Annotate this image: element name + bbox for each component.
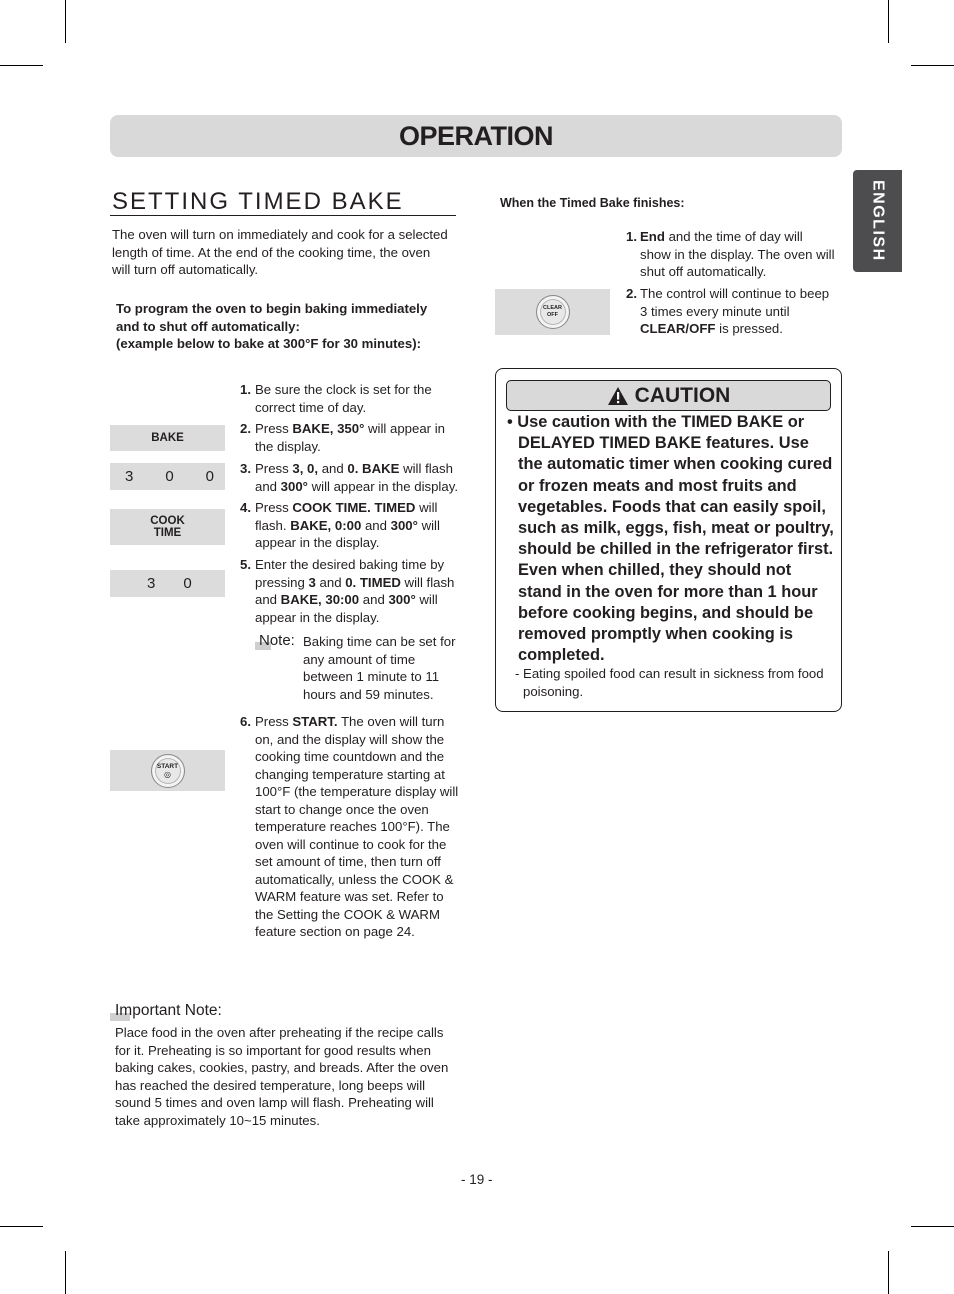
step-number: 5. [240,557,251,572]
finish-step-1 [626,228,836,281]
program-heading-line: To program the oven to begin baking immediately [116,301,428,316]
language-tab [853,170,902,272]
cook-time-label-line: TIME [153,527,182,539]
start-key-panel [110,750,225,791]
step-number: 1. [240,382,251,397]
step-text [640,285,836,338]
step-4 [240,499,464,552]
program-heading-line: and to shut off automatically: [116,318,300,334]
step-text-part: 300° [280,478,308,494]
clear-off-label-line: CLEAR [543,305,562,311]
step-text-part: 300° [388,592,416,607]
page-header [110,115,842,157]
step-text-part: BAKE, 30:00 [280,592,360,607]
step-text-part: is pressed. [715,321,783,336]
display-digit: 0 [165,468,174,485]
step-text-part: 300° [390,517,418,533]
crop-mark [65,0,66,43]
step-5 [240,556,464,626]
note-label: Note: [259,632,295,649]
step-text-part: End [640,229,665,244]
section-title: SETTING TIMED BAKE [112,188,404,215]
step-text-part: Be sure the clock is set for the correct time of day. [255,382,432,415]
important-note-text: Place food in the oven after preheating if the recipe calls for it. Preheating is so important for good results when baking cakes, cookies, pastry, and breads. After the oven has reached the desired temperature, long beeps will sound 5 times and oven lamp will flash. Preheating will take approximately 10~15 minutes. [115,1025,449,1128]
cook-time-label-line: COOK [150,515,185,527]
step-text-part: BAKE, 350° [292,421,365,436]
step-3 [240,460,464,495]
step-text-part: 0. TIMED [345,574,401,590]
crop-mark [0,1226,43,1227]
step-text-part: will flash and [255,574,455,607]
caution-bullet [507,412,837,666]
step-text [255,556,464,626]
step-text-part: will appear in the display. [255,517,440,550]
step-text [255,460,464,495]
caution-title: CAUTION [634,383,731,407]
step-text-part: Press [255,461,293,476]
finish-step-2 [626,285,836,338]
finish-heading: When the Timed Bake finishes: [500,196,685,210]
crop-mark [911,65,954,66]
section-title-rule [110,215,456,216]
page-title: OPERATION [398,120,553,151]
step-text-part: The control will continue to beep 3 times every minute until [640,286,830,319]
step-text-part: and [318,461,348,476]
warning-icon [607,386,629,406]
display-digit: 0 [183,575,192,592]
crop-mark [65,1251,66,1294]
crop-mark [888,0,889,43]
step-6 [240,713,464,941]
display-digit: 3 [125,468,134,485]
caution-bullet-text: • Use caution with the TIMED BAKE or DELAYED TIMED BAKE features. Use the automatic timer when cooking cured or frozen meats and most fruits and vegetables. Foods that can easily spoil, such as milk, eggs, fish, meat or poultry, should be chilled in the refrigerator first. Even when chilled, they should not stand in the oven for more than 1 hour before cooking begins, and should be removed promptly when cooking is completed. [507,413,834,665]
step-number: 6. [240,714,251,729]
step-text-part: Enter the desired baking time by pressing [255,557,445,590]
step-number: 3. [240,461,251,476]
step-text-part: will flash and [255,461,453,494]
program-heading-line: (example below to bake at 300°F for 30 minutes): [116,336,422,351]
step-text-part: Press [255,421,293,436]
step-text [255,713,464,941]
clear-off-button-icon [536,295,570,329]
step-text-part: The oven will turn on, and the display will show the cooking time countdown and the changing temperature starting at 100°F (the temperature display will start to change once the oven temperature reaches 100°F). The oven will continue to cook for the set amount of time, then turn off automatically, unless the COOK & WARM feature was set. Refer to the Setting the COOK & WARM feature section on page 24. [255,714,459,939]
language-tab-label: ENGLISH [869,180,887,262]
start-button-icon [151,754,185,788]
step-text-part: 0. BAKE [347,461,400,476]
step-text-part: and [315,574,346,590]
step-text [640,228,836,281]
crop-mark [0,65,43,66]
step-text-part: and the time of day will show in the display. The oven will shut off automatically. [640,229,835,279]
step-number: 4. [240,500,251,515]
step-text-part: COOK TIME. TIMED [292,500,416,515]
start-button-label: START [156,762,179,770]
caution-header [506,380,831,411]
step-text-part: 3, 0, [292,461,319,476]
step-text-part: and [359,592,389,607]
bake-key-panel [110,425,225,451]
display-digit: 3 [147,575,156,592]
step-text-part: will appear in the display. [255,421,445,454]
step-number: 1. [626,229,637,244]
step-text-part: will appear in the display. [307,478,458,494]
step-text-part: Press [255,714,293,729]
step-number: 2. [240,421,251,436]
lock-icon: ◎ [164,769,171,779]
step-text [255,420,464,455]
display-300-panel [110,463,225,490]
bake-key-label: BAKE [151,432,184,444]
clear-off-label-line: OFF [547,312,558,318]
step-1 [240,381,464,416]
display-30-panel [110,570,225,597]
step-text-part: BAKE, 0:00 [290,517,362,533]
caution-note: - Eating spoiled food can result in sickness from food poisoning. [515,666,824,699]
step-text-part: will appear in the display. [255,592,438,625]
step-text-part: 3 [308,574,316,590]
display-digit: 0 [205,468,214,485]
step-text-part: CLEAR/OFF [640,321,716,336]
step-text-part: START. [292,714,338,729]
clear-off-key-panel [495,289,610,335]
step-text [255,499,464,552]
step-text-part: and [361,517,391,533]
step-text-part: Press [255,500,293,515]
note-text: Baking time can be set for any amount of time between 1 minute to 11 hours and 59 minutes. [303,634,456,702]
crop-mark [911,1226,954,1227]
page-number: - 19 - [461,1172,493,1187]
cook-time-key-panel [110,509,225,545]
step-2 [240,420,464,455]
step-text-part: will flash. [255,500,438,533]
program-heading [116,300,456,353]
section-intro: The oven will turn on immediately and cook for a selected length of time. At the end of the cooking time, the oven will turn off automatically. [112,227,448,277]
step-number: 2. [626,286,637,301]
step-text [255,381,464,416]
important-note-label: Important Note: [115,1002,222,1019]
crop-mark [888,1251,889,1294]
